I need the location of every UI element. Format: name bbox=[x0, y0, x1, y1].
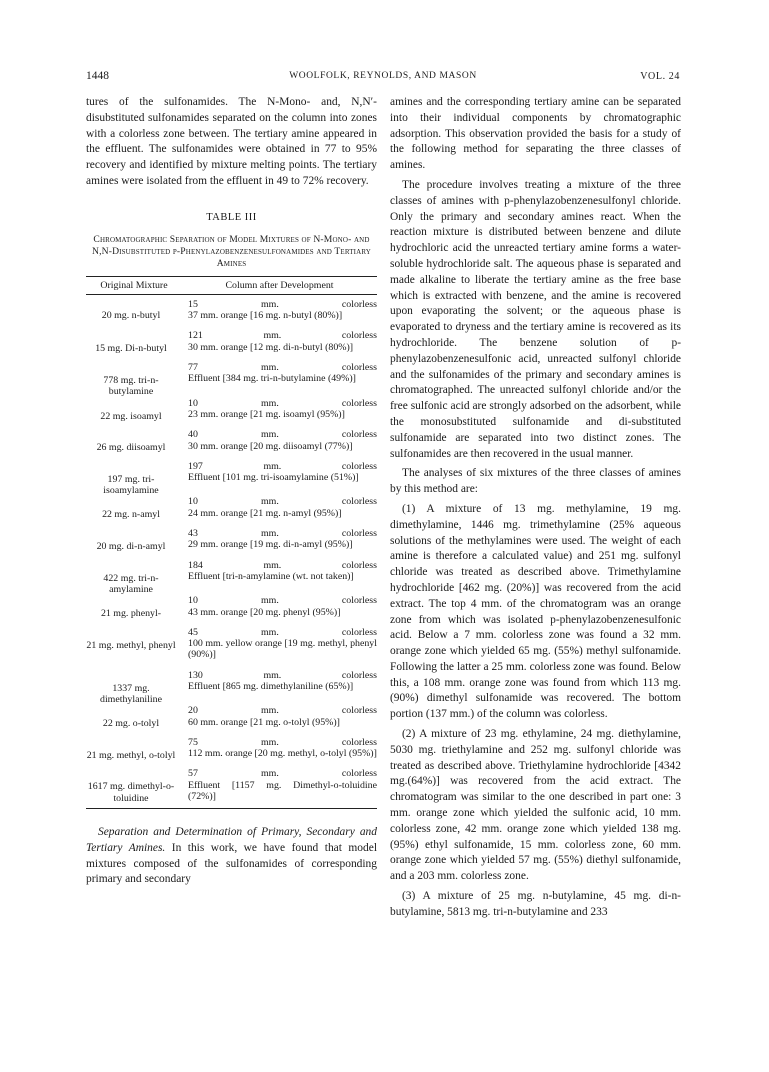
paragraph-6: (3) A mixture of 25 mg. n-butylamine, 45 mg. di-n-butylamine, 5813 mg. tri-n-butylamine and 233 bbox=[390, 890, 681, 918]
mixture-cell: 1617 mg. dimethyl-o-toluidine bbox=[86, 768, 182, 808]
mixture-cell: 21 mg. phenyl- bbox=[100, 608, 162, 620]
zone-line: 43 mm. colorless bbox=[188, 528, 377, 540]
table-row bbox=[86, 362, 377, 398]
table-row bbox=[86, 461, 377, 497]
mixture-cell: 26 mg. diisoamyl bbox=[96, 442, 166, 454]
paragraph-4: (1) A mixture of 13 mg. methylamine, 19 mg. dimethylamine, 1446 mg. trimethylamine (25% aqueous solutions of the methylamines were used. The weight of each amine is therefore a calculated value) and 251 mg. sulfonyl chloride was treated as described above. Trimethylamine hydrochloride [462 mg. (20%)] was recovered from the acid extract. The top 4 mm. of the chromatogram was an orange zone from which was isolated p-phenylazobenzenesulfonic acid. Below a 7 mm. colorless zone was found a 32 mm. orange zone which yielded 65 mg. (55%) methyl sulfonamide. Following the latter a 25 mm. colorless zone was found. Below this, a 108 mm. orange zone was found from which 113 mg. (90%) dimethyl sulfonamide was recovered. The bottom portion (137 mm.) of the column was colorless. bbox=[390, 502, 681, 721]
volume-label: VOL. 24 bbox=[640, 71, 680, 82]
mixture-cell: 20 mg. di-n-amyl bbox=[96, 541, 166, 553]
left-column bbox=[86, 95, 377, 888]
section-paragraph bbox=[86, 825, 377, 888]
column-header-development: Column after Development bbox=[182, 276, 377, 294]
development-cell bbox=[182, 496, 377, 528]
table-row bbox=[86, 627, 377, 670]
table-row bbox=[86, 737, 377, 769]
table-row bbox=[86, 429, 377, 461]
development-cell bbox=[182, 398, 377, 430]
mixture-cell: 22 mg. o-tolyl bbox=[102, 718, 160, 730]
paragraph-3: The analyses of six mixtures of the three classes of amines by this method are: bbox=[390, 467, 681, 496]
mixture-cell: 22 mg. n-amyl bbox=[102, 509, 160, 521]
column-header-original-mixture: Original Mixture bbox=[86, 276, 182, 294]
mixture-cell: 778 mg. tri-n-butylamine bbox=[103, 375, 159, 398]
zone-line: 121 mm. colorless bbox=[188, 330, 377, 342]
zone-line: Effluent [865 mg. dimethylaniline (65%)] bbox=[188, 681, 354, 692]
zone-line: Effluent [384 mg. tri-n-butylamine (49%)] bbox=[188, 373, 356, 385]
zone-line: 15 mm. colorless bbox=[188, 298, 377, 310]
zone-line: 112 mm. orange [20 mg. methyl, o-tolyl (95%)] bbox=[188, 748, 377, 760]
mixture-cell: 422 mg. tri-n-amylamine bbox=[103, 572, 159, 595]
development-cell bbox=[182, 560, 377, 596]
zone-line: 60 mm. orange [21 mg. o-tolyl (95%)] bbox=[188, 716, 340, 728]
table-row bbox=[86, 528, 377, 560]
paragraph-5: (2) A mixture of 23 mg. ethylamine, 24 mg. diethylamine, 5030 mg. triethylamine and 252 mg. sulfonyl chloride was treated as described above. Triethylamine hydrochloride [4342 mg.(64%)] was recovered from the acid extract. The chromatogram was similar to the one described in part one: 3 mm. orange zone which yielded the sulfonic acid, 10 mm. colorless zone, 42 mm. orange zone which yielded 138 mg. (95%) ethyl sulfonamide, 15 mm. colorless zone, 60 mm. orange zone which yielded 57 mg. (55%) diethyl sulfonamide, and a 203 mm. colorless zone. bbox=[390, 728, 681, 883]
zone-line: Effluent [tri-n-amylamine (wt. not taken)] bbox=[188, 570, 354, 582]
table-row bbox=[86, 330, 377, 362]
zone-line: 100 mm. yellow orange [19 mg. methyl, phenyl (90%)] bbox=[188, 638, 377, 661]
mixture-cell: 15 mg. Di-n-butyl bbox=[95, 343, 167, 355]
development-cell bbox=[182, 362, 377, 398]
table-row bbox=[86, 496, 377, 528]
table-row bbox=[86, 560, 377, 596]
development-cell bbox=[182, 768, 377, 808]
zone-line: 30 mm. orange [12 mg. di-n-butyl (80%)] bbox=[188, 341, 354, 353]
table-row bbox=[86, 595, 377, 627]
zone-line: 57 mm. colorless bbox=[188, 768, 377, 780]
zone-line: Effluent [1157 mg. Dimethyl-o-toluidine (72%)] bbox=[188, 779, 377, 803]
zone-line: Effluent [101 mg. tri-isoamylamine (51%)] bbox=[188, 472, 359, 484]
development-cell bbox=[182, 705, 377, 737]
mixture-cell: 21 mg. methyl, o-tolyl bbox=[86, 749, 176, 761]
zone-line: 30 mm. orange [20 mg. diisoamyl (77%)] bbox=[188, 440, 353, 452]
table-caption: Chromatographic Separation of Model Mixtures of N-Mono- and N,N-Disubstituted p-Phenylazobenzenesulfonamides and Tertiary Amines bbox=[92, 233, 371, 269]
mixture-cell: 21 mg. methyl, phenyl bbox=[86, 639, 176, 651]
zone-line: 184 mm. colorless bbox=[188, 559, 377, 571]
zone-line: 197 mm. colorless bbox=[188, 460, 377, 472]
table-iii bbox=[86, 276, 377, 810]
section-text: In this work, we have found that model mixtures composed of the sulfonamides of corresponding primary and secondary bbox=[86, 841, 377, 886]
development-cell bbox=[182, 737, 377, 769]
mixture-cell: 22 mg. isoamyl bbox=[100, 410, 162, 422]
development-cell bbox=[182, 595, 377, 627]
running-header bbox=[86, 70, 680, 86]
development-cell bbox=[182, 429, 377, 461]
page-number: 1448 bbox=[86, 70, 109, 82]
zone-line: 45 mm. colorless bbox=[188, 626, 377, 638]
zone-line: 10 mm. colorless bbox=[188, 397, 377, 409]
zone-line: 23 mm. orange [21 mg. isoamyl (95%)] bbox=[188, 408, 345, 420]
development-cell bbox=[182, 461, 377, 497]
zone-line: 43 mm. orange [20 mg. phenyl (95%)] bbox=[188, 606, 341, 618]
zone-line: 20 mm. colorless bbox=[188, 705, 377, 717]
table-row bbox=[86, 398, 377, 430]
section-heading: Separation and Determination of Primary, Secondary and Tertiary Amines. bbox=[86, 826, 377, 854]
development-cell bbox=[182, 627, 377, 670]
right-column bbox=[390, 95, 681, 921]
table-row bbox=[86, 670, 377, 706]
development-cell bbox=[182, 294, 377, 330]
zone-line: 37 mm. orange [16 mg. n-butyl (80%)] bbox=[188, 310, 343, 322]
intro-paragraph: tures of the sulfonamides. The N-Mono- and, N,N′-disubstituted sulfonamides separated on the column into zones with a colorless zone between. The tertiary amine appeared in the effluent. The sulfonamides were obtained in 77 to 95% recovery and identified by mixture melting points. The tertiary amines were isolated from the effluent in 49 to 72% recovery. bbox=[86, 96, 377, 187]
mixture-cell: 1337 mg. dimethylaniline bbox=[100, 682, 162, 705]
section-block bbox=[86, 825, 377, 888]
running-title: WOOLFOLK, REYNOLDS, AND MASON bbox=[289, 71, 477, 81]
development-cell bbox=[182, 670, 377, 706]
zone-line: 24 mm. orange [21 mg. n-amyl (95%)] bbox=[188, 507, 342, 519]
paragraph-2: The procedure involves treating a mixture of the three classes of amines with p-phenylazobenzenesulfonyl chloride. Only the primary and secondary amines react. When the reaction mixture is distributed between benzene and dilute hydrochloric acid the unreacted tertiary amine forms a water-soluble hydrochloride salt. The aqueous phase is separated and made alkaline to liberate the tertiary amine as the free base which is extracted with benzene, and the amine is recovered upon evaporating the solvent; or the aqueous phase is evaporated to dryness and the tertiary amine is recovered as its hydrochloride. The benzene solution of p-phenylazobenzenesulfonic acid, unreacted sulfonyl chloride and the sulfonamides of the primary and secondary amines is chromatographed. The unreacted sulfonyl chloride and/or the free sulfonic acid are strongly adsorbed on the adsorbent, while the monosubstituted sulfonamide and di-substituted sulfonamide are separated into two distinct zones. The sulfonamides are then recovered in the usual manner. bbox=[390, 178, 681, 460]
development-cell bbox=[182, 528, 377, 560]
zone-line: 40 mm. colorless bbox=[188, 429, 377, 441]
development-cell bbox=[182, 330, 377, 362]
zone-line: 77 mm. colorless bbox=[188, 362, 377, 374]
zone-line: 10 mm. colorless bbox=[188, 496, 377, 508]
table-row bbox=[86, 768, 377, 808]
mixture-cell: 197 mg. tri-isoamylamine bbox=[103, 473, 159, 497]
mixture-cell: 20 mg. n-butyl bbox=[101, 309, 161, 321]
zone-line: 29 mm. orange [19 mg. di-n-amyl (95%)] bbox=[188, 539, 353, 551]
table-row bbox=[86, 705, 377, 737]
paragraph-1: amines and the corresponding tertiary amine can be separated into their individual components by chromatographic adsorption. This observation provided the basis for a study of the following method for separating the three classes of amines. bbox=[390, 96, 681, 172]
zone-line: 130 mm. colorless bbox=[188, 669, 377, 681]
zone-line: 75 mm. colorless bbox=[188, 736, 377, 748]
zone-line: 10 mm. colorless bbox=[188, 595, 377, 607]
table-row bbox=[86, 294, 377, 330]
table-label: TABLE III bbox=[206, 211, 257, 223]
